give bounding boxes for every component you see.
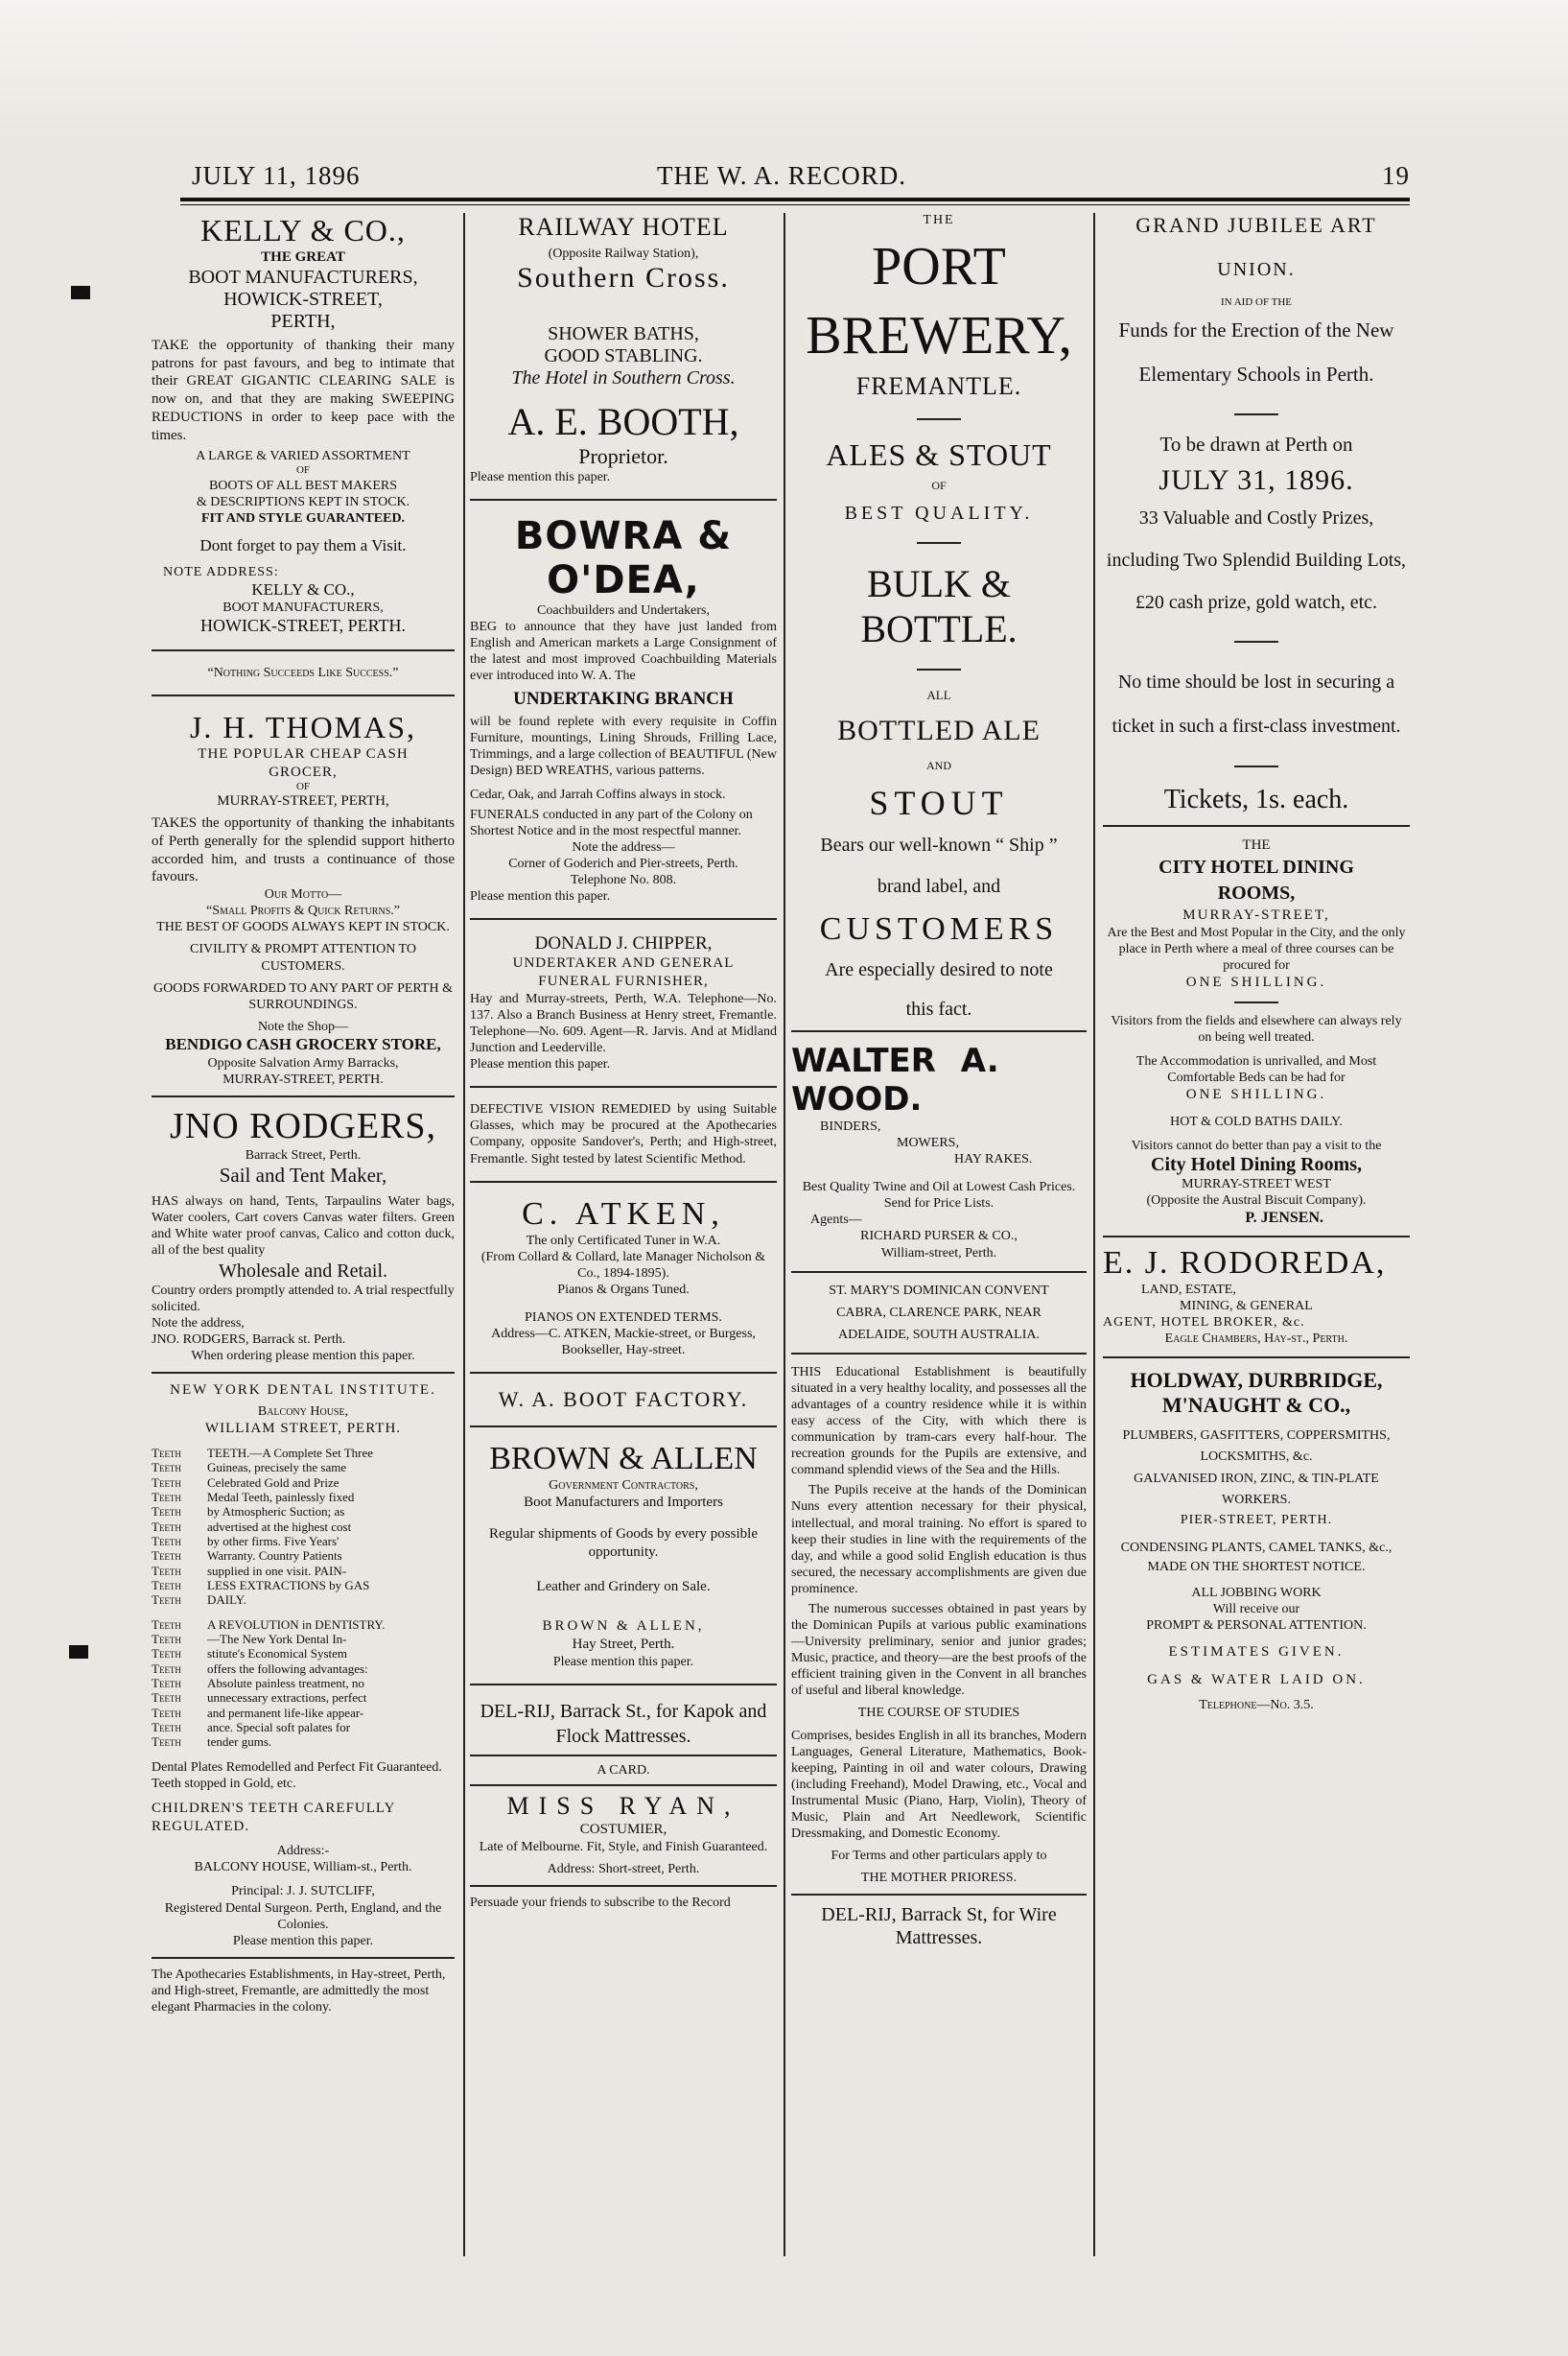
ad-subheading: Pianos & Organs Tuned.	[557, 1282, 690, 1297]
ad-line: William-street, Perth.	[880, 1245, 997, 1260]
ad-line: Bears our well-known “ Ship ”	[820, 835, 1058, 856]
ad-line: Will receive our	[1212, 1602, 1300, 1617]
ad-line: IN AID OF THE	[1220, 296, 1293, 308]
ad-line: JNO. RODGERS, Barrack st. Perth.	[152, 1332, 346, 1348]
ad-subheading: MURRAY-STREET, PERTH,	[217, 793, 389, 810]
mention-line: Please mention this paper.	[552, 1654, 694, 1669]
teeth-label: Teeth	[152, 1719, 181, 1734]
ad-line: RICHARD PURSER & CO.,	[860, 1229, 1018, 1244]
mention-line: Please mention this paper.	[470, 1057, 611, 1072]
ad-line: ALL JOBBING WORK	[1191, 1586, 1322, 1601]
ad-line: SHOWER BATHS,	[548, 323, 699, 345]
dental-row	[152, 1734, 455, 1749]
ad-subheading: Balcony House,	[257, 1404, 349, 1420]
ad-list	[152, 886, 455, 1088]
ad-body: will be found replete with every requisite in Coffin Furniture, mountings, Lining Shrouds, Frilling Lace, Trimmings, and a large collection of BEAUTIFUL (New Design) BED WREATHS, various patterns.	[470, 714, 777, 778]
ad-subheading: OF	[295, 781, 311, 793]
ad-body: Funds for the Erection of the New Elementary Schools in Perth.	[1118, 318, 1394, 387]
dental-list	[152, 1446, 455, 1608]
divider	[1234, 641, 1278, 643]
ad-note: NOTE ADDRESS:	[163, 564, 279, 579]
dental-text: by other firms. Five Years'	[207, 1534, 339, 1549]
ad-subheading: (Opposite Railway Station),	[548, 247, 699, 261]
ad-heading: CITY HOTEL DINING ROOMS,	[1158, 857, 1354, 905]
ad-railway-hotel	[470, 213, 777, 469]
teeth-label: Teeth	[152, 1548, 181, 1564]
dental-text: advertised at the highest cost	[207, 1519, 352, 1534]
ad-subheading: Proprietor.	[578, 444, 668, 469]
dental-text: Medal Teeth, painlessly fixed	[207, 1490, 355, 1505]
divider	[470, 1372, 777, 1374]
ad-line: BALCONY HOUSE, William-st., Perth.	[194, 1860, 412, 1875]
divider	[152, 1096, 455, 1097]
teeth-label: Teeth	[152, 1705, 181, 1720]
ad-heading: E. J. RODOREDA,	[1103, 1244, 1387, 1281]
ad-atken	[470, 1196, 777, 1359]
ad-line: BINDERS,	[820, 1119, 881, 1134]
teeth-label: Teeth	[152, 1490, 181, 1505]
ad-line: CIVILITY & PROMPT ATTENTION TO CUSTOMERS.	[190, 942, 416, 974]
teeth-label: Teeth	[152, 1519, 181, 1534]
scan-mark	[69, 1645, 88, 1659]
divider	[791, 1271, 1087, 1273]
ad-line: Principal: J. J. SUTCLIFF,	[231, 1884, 375, 1899]
ad-dental	[152, 1381, 455, 1438]
ad-heading: ST. MARY'S DOMINICAN CONVENT	[829, 1283, 1049, 1298]
teeth-label: Teeth	[152, 1661, 181, 1676]
ad-subheading: Barrack Street, Perth.	[245, 1147, 362, 1163]
motto: “Nothing Succeeds Like Success.”	[207, 665, 399, 680]
ad-convent	[791, 1283, 1087, 1343]
ad-subheading: Wholesale and Retail.	[218, 1260, 388, 1283]
divider	[152, 695, 455, 696]
dental-row	[152, 1460, 455, 1474]
divider	[791, 1030, 1087, 1032]
ad-line: (Opposite the Austral Biscuit Company).	[1146, 1193, 1367, 1209]
ad-line: GAS & WATER LAID ON.	[1147, 1672, 1366, 1688]
ad-line: GOODS FORWARDED TO ANY PART OF PERTH & SURROUNDINGS.	[153, 980, 453, 1012]
header-rule-thin	[180, 204, 1410, 205]
ad-body: The Pupils receive at the hands of the Dominican Nuns every attention necessary for their physical, intellectual, and moral training. No effort is spared to keep their studies in line with the requirements of the day, and while a good solid English education is thus secured, the necessary accomplishments are given due prominence.	[791, 1483, 1087, 1596]
ad-body: Are the Best and Most Popular in the City, and the only place in Perth where a meal of three courses can be procured for	[1107, 925, 1406, 974]
dental-text: unnecessary extractions, perfect	[207, 1690, 367, 1706]
dental-row	[152, 1564, 455, 1578]
ad-subheading: (From Collard & Collard, late Manager Nicholson & Co., 1894-1895).	[480, 1249, 766, 1281]
teeth-label: Teeth	[152, 1734, 181, 1750]
dental-row	[152, 1661, 455, 1676]
ad-line: PROMPT & PERSONAL ATTENTION.	[1146, 1618, 1367, 1634]
ad-body: The Accommodation is unrivalled, and Most Comfortable Beds can be had for	[1135, 1054, 1377, 1086]
ad-subheading: THE POPULAR CHEAP CASH	[198, 745, 409, 762]
ad-line: Telephone No. 808.	[570, 873, 677, 888]
mention-line: Please mention this paper.	[470, 470, 611, 485]
ad-heading: BREWERY,	[806, 306, 1072, 365]
ad-subheading: Sail and Tent Maker,	[219, 1163, 387, 1187]
ad-heading: BULK & BOTTLE.	[860, 562, 1018, 650]
ad-line: THE	[923, 213, 955, 227]
ad-city-hotel	[1103, 836, 1410, 925]
dental-row	[152, 1548, 455, 1563]
ad-body: PLUMBERS, GASFITTERS, COPPERSMITHS, LOCKSMITHS, &c.	[1122, 1428, 1391, 1465]
dental-text: ance. Special soft palates for	[207, 1719, 351, 1734]
column-3	[791, 213, 1087, 2256]
ad-line: Hay Street, Perth.	[572, 1636, 675, 1652]
ad-heading: Southern Cross.	[517, 262, 730, 294]
ad-line: Telephone—No. 3.5.	[1199, 1697, 1314, 1712]
ad-subheading: The only Certificated Tuner in W.A.	[526, 1233, 721, 1248]
ad-body: TAKES the opportunity of thanking the inhabitants of Perth generally for the splendid support hitherto accorded him, and trusts a continuance of those favours.	[152, 815, 455, 885]
divider	[470, 1086, 777, 1088]
ad-line: FIT AND STYLE GUARANTEED.	[200, 510, 406, 526]
divider	[1103, 1236, 1410, 1237]
dental-row	[152, 1706, 455, 1720]
ad-delrij: DEL-RIJ, Barrack St., for Kapok and Flock Mattresses.	[480, 1700, 767, 1747]
ad-line: A LARGE & VARIED ASSORTMENT	[196, 449, 410, 464]
ad-list	[152, 448, 455, 555]
dental-text: offers the following advantages:	[207, 1661, 368, 1676]
ad-subheading: PERTH,	[270, 310, 336, 332]
ad-line: Eagle Chambers, Hay-st., Perth.	[1164, 1331, 1348, 1346]
divider	[470, 499, 777, 501]
ad-line: AND	[926, 759, 951, 772]
ad-heading: DONALD J. CHIPPER,	[534, 933, 713, 954]
ad-kelly	[152, 213, 455, 333]
divider	[917, 542, 961, 544]
issue-date: JULY 11, 1896	[192, 161, 361, 190]
ad-line: BEST QUALITY.	[844, 503, 1034, 524]
dental-text: TEETH.—A Complete Set Three	[207, 1446, 374, 1461]
ad-heading: CUSTOMERS	[819, 911, 1059, 947]
divider	[1103, 1356, 1410, 1358]
ad-body: Visitors cannot do better than pay a visit to the	[1131, 1139, 1382, 1153]
divider	[470, 918, 777, 920]
dental-text: Absolute painless treatment, no	[207, 1675, 364, 1690]
ad-heading: PORT	[872, 237, 1006, 296]
header-rule	[180, 198, 1410, 201]
ad-body: TAKE the opportunity of thanking their many patrons for past favours, and beg to intimate that their GREAT GIGANTIC CLEARING SALE is now on, and that they are making SWEEPING REDUCTIONS in order to keep pace with the times.	[152, 337, 455, 443]
column-1	[152, 213, 455, 2256]
dental-text: A REVOLUTION in DENTISTRY.	[207, 1616, 386, 1632]
dental-row	[152, 1504, 455, 1519]
dental-text: Warranty. Country Patients	[207, 1548, 342, 1564]
ad-line: KELLY & CO.,	[251, 579, 355, 599]
ad-line: ALES & STOUT	[826, 437, 1052, 472]
ad-heading: BROWN & ALLEN	[489, 1441, 758, 1477]
teeth-label: Teeth	[152, 1592, 181, 1608]
ad-body: THIS Educational Establishment is beautifully situated in a very healthy locality, and possesses all the advantages of a country residence while it is within easy access of the City, with which there is communication by tram-cars every half-hour. The recreation grounds for the Pupils are extensive, and command splendid views of the Sea and the Hills.	[791, 1364, 1087, 1478]
column-2	[470, 213, 777, 2256]
mention-line: Please mention this paper.	[470, 889, 611, 905]
ad-line: To be drawn at Perth on	[1159, 433, 1353, 457]
divider	[1234, 766, 1278, 767]
ad-heading: HOLDWAY, DURBRIDGE,	[1130, 1368, 1383, 1393]
dental-row	[152, 1534, 455, 1548]
page-header	[192, 161, 1410, 194]
ad-line: OF	[295, 464, 311, 477]
divider	[1234, 413, 1278, 415]
page-margin	[0, 0, 1568, 144]
dental-row	[152, 1676, 455, 1690]
ad-line: P. JENSEN.	[1245, 1210, 1323, 1227]
divider	[470, 1755, 777, 1756]
dental-row	[152, 1690, 455, 1705]
dental-text: Guineas, precisely the same	[207, 1460, 347, 1475]
dental-row	[152, 1475, 455, 1490]
ad-subheading: UNDERTAKING BRANCH	[513, 688, 734, 709]
ad-line: Regular shipments of Goods by every possible opportunity.	[489, 1525, 758, 1560]
ad-line: GOOD STABLING.	[544, 345, 703, 367]
ad-address	[152, 580, 455, 636]
ad-delrij: DEL-RIJ, Barrack St, for Wire Mattresses.	[821, 1904, 1057, 1949]
ad-line: MOWERS,	[897, 1136, 959, 1151]
ad-subheading: BOOT MANUFACTURERS,	[188, 266, 418, 288]
ad-rodgers	[152, 1105, 455, 1188]
divider	[917, 669, 961, 671]
divider	[791, 1894, 1087, 1896]
ad-heading: C. ATKEN,	[522, 1195, 725, 1232]
ad-line: BOOT MANUFACTURERS,	[222, 600, 384, 615]
ad-line: HOT & COLD BATHS DAILY.	[1170, 1114, 1343, 1129]
ad-body: GALVANISED IRON, ZINC, & TIN-PLATE WORKERS.	[1134, 1471, 1379, 1508]
dental-list	[152, 1617, 455, 1750]
ad-line: HOWICK-STREET, PERTH.	[199, 615, 407, 635]
ad-body: The Apothecaries Establishments, in Hay-street, Perth, and High-street, Fremantle, are admittedly the most elegant Pharmacies in the colony.	[152, 1967, 446, 2014]
ad-subheading: A CARD.	[597, 1762, 650, 1778]
ad-line: MADE ON THE SHORTEST NOTICE.	[1147, 1560, 1366, 1575]
divider	[470, 1181, 777, 1183]
ad-line: LAND, ESTATE,	[1141, 1282, 1236, 1297]
teeth-label: Teeth	[152, 1675, 181, 1690]
ad-line: STOUT	[869, 784, 1009, 822]
ad-line: HAY RAKES.	[954, 1152, 1033, 1167]
ad-line: MURRAY-STREET WEST	[1182, 1177, 1331, 1192]
ad-body: Comprises, besides English in all its branches, Modern Languages, General Literature, Mathematics, Book-keeping, Painting in oil and water colours, Drawing (including Freehand), Model Drawing, etc., Vocal and Instrumental Music (Piano, Harp, Violin), Theory of Music, Plain and Art Needlework, Scientific Dressmaking, and Domestic Economy.	[791, 1728, 1087, 1841]
ad-subheading: THE COURSE OF STUDIES	[857, 1706, 1020, 1721]
ad-line: & DESCRIPTIONS KEPT IN STOCK.	[196, 494, 410, 509]
ad-line: THE BEST OF GOODS ALWAYS KEPT IN STOCK.	[156, 920, 450, 935]
divider	[917, 418, 961, 420]
ad-line: Agents—	[810, 1213, 862, 1228]
ad-line: THE	[1242, 837, 1271, 854]
dental-text: stitute's Economical System	[207, 1646, 348, 1661]
ad-line: Dont forget to pay them a Visit.	[199, 535, 407, 554]
ad-heading: M'NAUGHT & CO.,	[1161, 1393, 1351, 1418]
ad-port-brewery	[791, 213, 1087, 1021]
dental-row	[152, 1592, 455, 1607]
dental-text: and permanent life-like appear-	[207, 1705, 364, 1720]
scan-mark	[71, 286, 90, 299]
ad-heading: ADELAIDE, SOUTH AUSTRALIA.	[838, 1327, 1040, 1342]
ad-heading: WALTER A. WOOD.	[791, 1042, 999, 1119]
ad-body: Best Quality Twine and Oil at Lowest Cash Prices. Send for Price Lists.	[802, 1180, 1076, 1212]
ad-subheading: FUNERAL FURNISHER,	[538, 974, 709, 990]
dental-text: DAILY.	[207, 1592, 246, 1608]
ad-line: BOOTS OF ALL BEST MAKERS	[208, 478, 398, 493]
ad-body: For Terms and other particulars apply to	[831, 1849, 1047, 1864]
dental-row	[152, 1720, 455, 1734]
column-divider	[1093, 213, 1095, 2256]
ad-line: OF	[931, 479, 947, 492]
ad-subheading: Boot Manufacturers and Importers	[524, 1495, 723, 1511]
ad-body: DEFECTIVE VISION REMEDIED by using Suitable Glasses, which may be procured at the Apothecaries Company, opposite Sandover's, Perth; and High-street, Fremantle. Sight tested by latest Scientific Method.	[470, 1102, 777, 1166]
ad-heading: BOWRA & O'DEA,	[514, 514, 733, 603]
teeth-label: Teeth	[152, 1460, 181, 1475]
dental-row	[152, 1632, 455, 1646]
ad-line: Note the address—	[572, 840, 675, 856]
ad-heading: RAILWAY HOTEL	[518, 213, 729, 241]
dental-row	[152, 1646, 455, 1661]
ad-line: Address: Short-street, Perth.	[547, 1861, 700, 1876]
ad-body: The numerous successes obtained in past years by the Dominican Pupils at various public examinations—University preliminary, senior and junior grades; Music, practice, and theory—are the best proofs of the efficient training given in the Convent in all branches of useful and liberal knowledge.	[791, 1601, 1087, 1699]
newspaper-title: THE W. A. RECORD.	[657, 161, 907, 190]
ad-line: ONE SHILLING.	[1185, 1087, 1327, 1103]
divider	[470, 1784, 777, 1786]
ad-heading: UNION.	[1217, 259, 1296, 280]
ad-subheading: THE GREAT	[261, 249, 345, 265]
teeth-label: Teeth	[152, 1504, 181, 1520]
ad-line: Address:-	[276, 1844, 330, 1859]
ad-body: Late of Melbourne. Fit, Style, and Finish Guaranteed.	[479, 1839, 768, 1854]
ad-line: BOTTLED ALE	[837, 715, 1041, 746]
ad-thomas	[152, 710, 455, 811]
teeth-label: Teeth	[152, 1616, 181, 1632]
dental-row	[152, 1520, 455, 1534]
ad-subheading: HOWICK-STREET,	[223, 288, 383, 310]
ad-body: Visitors from the fields and elsewhere can always rely on being well treated.	[1111, 1013, 1402, 1045]
ad-line: Address—C. ATKEN, Mackie-street, or Burgess, Bookseller, Hay-street.	[491, 1327, 756, 1358]
ad-date: JULY 31, 1896.	[1158, 464, 1354, 497]
dental-text: —The New York Dental In-	[207, 1632, 347, 1646]
ad-subheading: COSTUMIER,	[579, 1821, 667, 1837]
ad-heading: City Hotel Dining Rooms,	[1151, 1154, 1362, 1176]
ad-heading: JNO RODGERS,	[169, 1105, 437, 1146]
ad-line: PIER-STREET, PERTH.	[1180, 1512, 1333, 1527]
ad-body: FUNERALS conducted in any part of the Colony on Shortest Notice and in the most respectful manner.	[470, 807, 753, 839]
ad-subheading: WILLIAM STREET, PERTH.	[204, 1421, 402, 1437]
ad-line: When ordering please mention this paper.	[191, 1349, 415, 1364]
ad-heading: GRAND JUBILEE ART	[1135, 213, 1377, 237]
ad-subheading: Government Contractors,	[549, 1478, 698, 1494]
ad-line: The Hotel in Southern Cross.	[511, 367, 736, 389]
ad-line: CHILDREN'S TEETH CAREFULLY REGULATED.	[152, 1800, 395, 1834]
divider	[791, 1353, 1087, 1355]
dental-text: tender gums.	[207, 1734, 272, 1750]
dental-row	[152, 1446, 455, 1460]
teeth-label: Teeth	[152, 1632, 181, 1646]
dental-row	[152, 1578, 455, 1592]
dental-row	[152, 1617, 455, 1632]
ad-line: ONE SHILLING.	[1185, 975, 1327, 991]
ad-line: “Small Profits & Quick Returns.”	[206, 904, 400, 919]
ad-subheading: MURRAY-STREET,	[1182, 907, 1330, 924]
ad-line: AGENT, HOTEL BROKER, &c.	[1103, 1314, 1305, 1330]
ad-line: Corner of Goderich and Pier-streets, Perth.	[508, 857, 738, 872]
ad-body: Dental Plates Remodelled and Perfect Fit Guaranteed. Teeth stopped in Gold, etc.	[152, 1759, 442, 1791]
ad-line: Are especially desired to note	[825, 959, 1053, 980]
ad-body: HAS always on hand, Tents, Tarpaulins Water bags, Water coolers, Cart covers Canvas water filters. Green and White water proof canvas, Calico and cotton duck, all of the best quality	[152, 1193, 455, 1259]
ad-subheading: Coachbuilders and Undertakers,	[537, 603, 710, 619]
ad-body: No time should be lost in securing a ticket in such a first-class investment.	[1112, 671, 1401, 738]
teeth-label: Teeth	[152, 1534, 181, 1549]
ad-subheading: GROCER,	[269, 764, 338, 780]
ad-heading: NEW YORK DENTAL INSTITUTE.	[170, 1382, 436, 1399]
ad-heading: CABRA, CLARENCE PARK, NEAR	[836, 1305, 1041, 1320]
ad-heading: MISS RYAN,	[506, 1791, 740, 1820]
divider	[470, 1684, 777, 1685]
ad-line: Leather and Grindery on Sale.	[536, 1579, 711, 1595]
divider	[1234, 1001, 1278, 1003]
ad-body: Hay and Murray-streets, Perth, W.A. Telephone—No. 137. Also a Branch Business at Henry street, Fremantle. Telephone—No. 609. Agent—R. Jarvis. And at Midland Junction and Leederville.	[470, 991, 777, 1056]
ad-line: MURRAY-STREET, PERTH.	[222, 1072, 384, 1087]
ad-line: Please mention this paper.	[232, 1933, 374, 1948]
ad-line: brand label, and	[877, 876, 1001, 897]
ad-heading: Tickets, 1s. each.	[1163, 785, 1349, 815]
ad-line: Persuade your friends to subscribe to the Record	[470, 1895, 731, 1910]
ad-line: ALL	[926, 688, 951, 702]
ad-line: Note the Shop—	[257, 1019, 349, 1034]
divider	[470, 1425, 777, 1427]
ad-line: Note the address,	[152, 1316, 245, 1331]
ad-body: Country orders promptly attended to. A trial respectfully solicited.	[152, 1284, 455, 1315]
ad-line: BROWN & ALLEN,	[542, 1618, 705, 1635]
page-number: 19	[1382, 161, 1410, 190]
dental-text: by Atmospheric Suction; as	[207, 1504, 345, 1520]
dental-row	[152, 1490, 455, 1504]
ad-line: this fact.	[905, 999, 972, 1020]
ad-line: ESTIMATES GIVEN.	[1168, 1644, 1345, 1661]
teeth-label: Teeth	[152, 1446, 181, 1461]
ad-line: PIANOS ON EXTENDED TERMS.	[525, 1309, 722, 1325]
ad-heading: KELLY & CO.,	[200, 213, 406, 247]
teeth-label: Teeth	[152, 1578, 181, 1593]
ad-subheading: UNDERTAKER AND GENERAL	[512, 955, 735, 972]
ad-heading: A. E. BOOTH,	[507, 400, 739, 444]
dental-text: LESS EXTRACTIONS by GAS	[207, 1578, 370, 1593]
teeth-label: Teeth	[152, 1474, 181, 1490]
teeth-label: Teeth	[152, 1690, 181, 1706]
ad-line: MINING, & GENERAL	[1180, 1298, 1313, 1313]
divider	[152, 1957, 455, 1959]
column-divider	[784, 213, 785, 2256]
ad-heading: W. A. BOOT FACTORY.	[498, 1387, 749, 1412]
teeth-label: Teeth	[152, 1646, 181, 1661]
ad-body: 33 Valuable and Costly Prizes, including Two Splendid Building Lots, £20 cash prize, gold watch, etc.	[1106, 507, 1407, 614]
divider	[470, 1885, 777, 1887]
ad-body: CONDENSING PLANTS, CAMEL TANKS, &c.,	[1120, 1540, 1392, 1555]
ad-jubilee	[1103, 213, 1410, 308]
ad-brown-allen	[470, 1441, 777, 1670]
ad-body: BEG to announce that they have just landed from English and American markets a Large Consignment of the latest and most improved Coachbuilding Materials ever introduced into W. A. The	[470, 620, 777, 684]
divider	[1103, 825, 1410, 827]
ad-body: Cedar, Oak, and Jarrah Coffins always in stock.	[470, 787, 726, 802]
ad-line: BENDIGO CASH GROCERY STORE,	[165, 1034, 441, 1053]
teeth-label: Teeth	[152, 1563, 181, 1578]
dental-text: supplied in one visit. PAIN-	[207, 1563, 347, 1578]
dental-text: Celebrated Gold and Prize	[207, 1474, 339, 1490]
ad-subheading: FREMANTLE.	[855, 372, 1022, 400]
column-divider	[463, 213, 465, 2256]
ad-line: Opposite Salvation Army Barracks,	[207, 1055, 399, 1071]
ad-line: Our Motto—	[264, 887, 342, 903]
ad-line: Registered Dental Surgeon. Perth, England, and the Colonies.	[164, 1900, 442, 1932]
column-4	[1103, 213, 1410, 2256]
ad-heading: J. H. THOMAS,	[189, 709, 417, 744]
ad-chipper	[470, 933, 777, 991]
divider	[152, 1372, 455, 1374]
ad-line: THE MOTHER PRIORESS.	[860, 1871, 1018, 1886]
divider	[152, 649, 455, 651]
